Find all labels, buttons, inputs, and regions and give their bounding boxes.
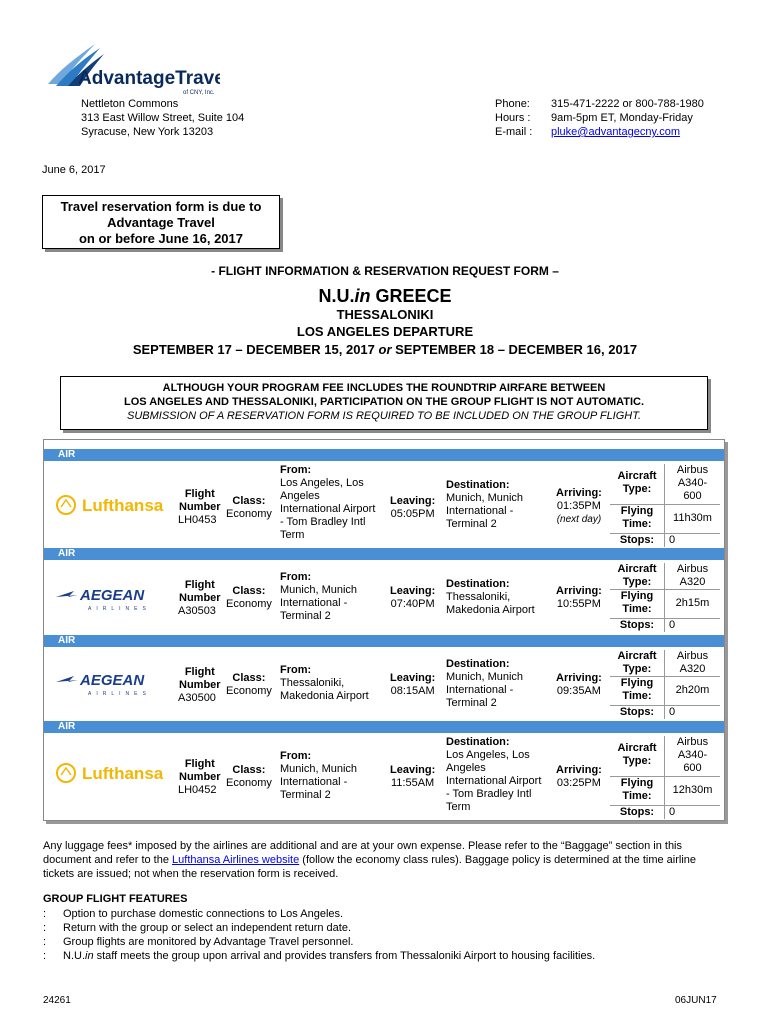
destination-airport: Destination: Thessaloniki, Makedonia Airport — [446, 578, 535, 616]
svg-text:of CNY, Inc.: of CNY, Inc. — [183, 90, 215, 96]
contact-label: E-mail : — [495, 126, 533, 138]
contact-label: Hours : — [495, 112, 531, 124]
due-line: on or before June 16, 2017 — [78, 231, 243, 246]
destination-airport: Destination: Munich, Munich International - Terminal 2 — [446, 658, 524, 709]
company-address — [81, 97, 244, 139]
address-line: 313 East Willow Street, Suite 104 — [81, 112, 245, 124]
from-airport: From: Munich, Munich International - Terminal 2 — [280, 750, 358, 801]
svg-text:Lufthansa: Lufthansa — [82, 764, 164, 783]
aegean-bird-icon — [54, 585, 169, 613]
features-list — [43, 907, 595, 963]
arriving-time: 03:25PM — [556, 777, 601, 789]
class-value: Economy — [226, 598, 272, 610]
program-departure: LOS ANGELES DEPARTURE — [296, 324, 474, 339]
aegean-logo — [54, 670, 169, 696]
program-dates: SEPTEMBER 17 – DECEMBER 15, 2017 or SEPTEMBER 18 – DECEMBER 16, 2017 — [132, 342, 638, 357]
contact-label: Phone: — [495, 98, 530, 110]
footer-code: 24261 — [43, 995, 71, 1006]
aircraft-info: Aircraft Type: Airbus A320 Flying Time: 2h20m Stops: 0 — [610, 650, 720, 719]
program-title: N.U.in GREECE — [318, 286, 452, 306]
svg-text:AdvantageTravel: AdvantageTravel — [78, 68, 220, 89]
air-section-bar: AIR — [44, 449, 724, 461]
arriving-time: 01:35PM — [556, 500, 601, 512]
address-line: Nettleton Commons — [81, 98, 179, 110]
flight-segment: Lufthansa Flight Number LH0452 Class: Economy From: Munich, Munich International - Terminal 2 Leaving: 11:55AM Destination: Los Angeles, Los Angeles International Airport - Tom Bradley Intl Term Arriving: 03:25PM Aircraft Type: Airbus A340- 600 Flying Time: 12h30m Stops: 0 — [44, 734, 724, 818]
leaving-time: 08:15AM — [390, 685, 435, 697]
luggage-paragraph: Any luggage fees* imposed by the airlines are additional and are at your own expense. Please refer to the “Baggage” section in this document and refer to the Lufthansa Airlines website (follow the economy class rules). Baggage policy is determined at the time airline tickets are issued; not when the reservation form is received. — [43, 840, 697, 880]
air-section-bar: AIR — [44, 635, 724, 647]
document-date: June 6, 2017 — [42, 164, 106, 176]
lufthansa-crane-icon — [54, 492, 169, 518]
svg-text:AEGEAN: AEGEAN — [80, 587, 145, 604]
arriving-time: 10:55PM — [556, 598, 601, 610]
flight-number: LH0453 — [178, 514, 217, 526]
lufthansa-logo — [54, 492, 169, 518]
class-value: Economy — [226, 685, 272, 697]
participation-notice: ALTHOUGH YOUR PROGRAM FEE INCLUDES THE ROUNDTRIP AIRFARE BETWEEN LOS ANGELES AND THESSALONIKI, PARTICIPATION ON THE GROUP FLIGHT IS NOT AUTOMATIC. SUBMISSION OF A RESERVATION FORM IS REQUIRED TO BE INCLUDED ON THE GROUP FLIGHT. — [60, 376, 708, 430]
list-item: : Return with the group or select an independent return date. — [43, 922, 352, 934]
flight-segment: AEGEAN AIRLINES Flight Number A30500 Class: Economy From: Thessaloniki, Makedonia Airport Leaving: 08:15AM Destination: Munich, Munich International - Terminal 2 Arriving: 09:35AM Aircraft Type: Airbus A320 Flying Time: 2h20m Stops: 0 — [44, 648, 724, 720]
due-date-box — [42, 195, 280, 249]
list-item: : N.U.in staff meets the group upon arrival and provides transfers from Thessaloniki Airport to housing facilities. — [43, 950, 596, 962]
aircraft-info: Aircraft Type: Airbus A320 Flying Time: 2h15m Stops: 0 — [610, 563, 720, 632]
flight-number: LH0452 — [178, 784, 217, 796]
form-title: - FLIGHT INFORMATION & RESERVATION REQUEST FORM – — [211, 264, 559, 278]
due-line: Advantage Travel — [107, 215, 215, 230]
lufthansa-crane-icon — [54, 760, 169, 786]
footer-date: 06JUN17 — [675, 995, 717, 1006]
aircraft-info: Aircraft Type: Airbus A340- 600 Flying Time: 11h30m Stops: 0 — [610, 464, 720, 547]
list-item: : Group flights are monitored by Advantage Travel personnel. — [43, 936, 354, 948]
advantage-travel-logo — [40, 40, 220, 102]
air-section-bar: AIR — [44, 548, 724, 560]
svg-text:Lufthansa: Lufthansa — [82, 496, 164, 515]
leaving-time: 05:05PM — [390, 508, 435, 520]
due-line: Travel reservation form is due to — [60, 199, 262, 214]
svg-text:AEGEAN: AEGEAN — [80, 672, 145, 689]
destination-airport: Destination: Los Angeles, Los Angeles International Airport - Tom Bradley Intl Term — [446, 736, 542, 813]
flight-number: A30503 — [178, 605, 216, 617]
lufthansa-website-link[interactable]: Lufthansa Airlines website — [172, 854, 300, 866]
aegean-logo — [54, 585, 169, 611]
address-line: Syracuse, New York 13203 — [81, 126, 214, 138]
leaving-time: 11:55AM — [391, 777, 435, 789]
lufthansa-logo — [54, 760, 169, 786]
aircraft-info: Aircraft Type: Airbus A340- 600 Flying Time: 12h30m Stops: 0 — [610, 736, 720, 819]
swoosh-logo-icon — [40, 40, 220, 102]
svg-text:AIRLINES: AIRLINES — [88, 691, 151, 697]
class-value: Economy — [226, 777, 272, 789]
flight-segment: AEGEAN AIRLINES Flight Number A30503 Class: Economy From: Munich, Munich International - Terminal 2 Leaving: 07:40PM Destination: Thessaloniki, Makedonia Airport Arriving: 10:55PM Aircraft Type: Airbus A320 Flying Time: 2h15m Stops: 0 — [44, 561, 724, 635]
class-value: Economy — [226, 508, 272, 520]
hours-value: 9am-5pm ET, Monday-Friday — [551, 112, 693, 124]
svg-text:AIRLINES: AIRLINES — [88, 606, 151, 612]
features-title: GROUP FLIGHT FEATURES — [43, 893, 188, 905]
destination-airport: Destination: Munich, Munich International - Terminal 2 — [446, 479, 524, 530]
phone-value: 315-471-2222 or 800-788-1980 — [551, 98, 704, 110]
flight-number: A30500 — [178, 692, 216, 704]
flight-itinerary — [43, 439, 725, 821]
flight-segment: Lufthansa Flight Number LH0453 Class: Economy From: Los Angeles, Los Angeles International Airport - Tom Bradley Intl Term Leaving: 05:05PM Destination: Munich, Munich International - Terminal 2 Arriving: 01:35PM (next day) Aircraft Type: Airbus A340- 600 Flying Time: 11h30m Stops: 0 — [44, 462, 724, 550]
leaving-time: 07:40PM — [390, 598, 435, 610]
from-airport: From: Thessaloniki, Makedonia Airport — [280, 664, 369, 702]
list-item: : Option to purchase domestic connections to Los Angeles. — [43, 908, 344, 920]
air-section-bar: AIR — [44, 721, 724, 733]
from-airport: From: Munich, Munich International - Terminal 2 — [280, 571, 358, 622]
email-link[interactable]: pluke@advantagecny.com — [551, 126, 680, 138]
arriving-time: 09:35AM — [556, 685, 601, 697]
company-contact — [495, 97, 704, 139]
aegean-bird-icon — [54, 670, 169, 698]
from-airport: From: Los Angeles, Los Angeles International Airport - Tom Bradley Intl Term — [280, 464, 376, 541]
program-city: THESSALONIKI — [336, 307, 434, 322]
